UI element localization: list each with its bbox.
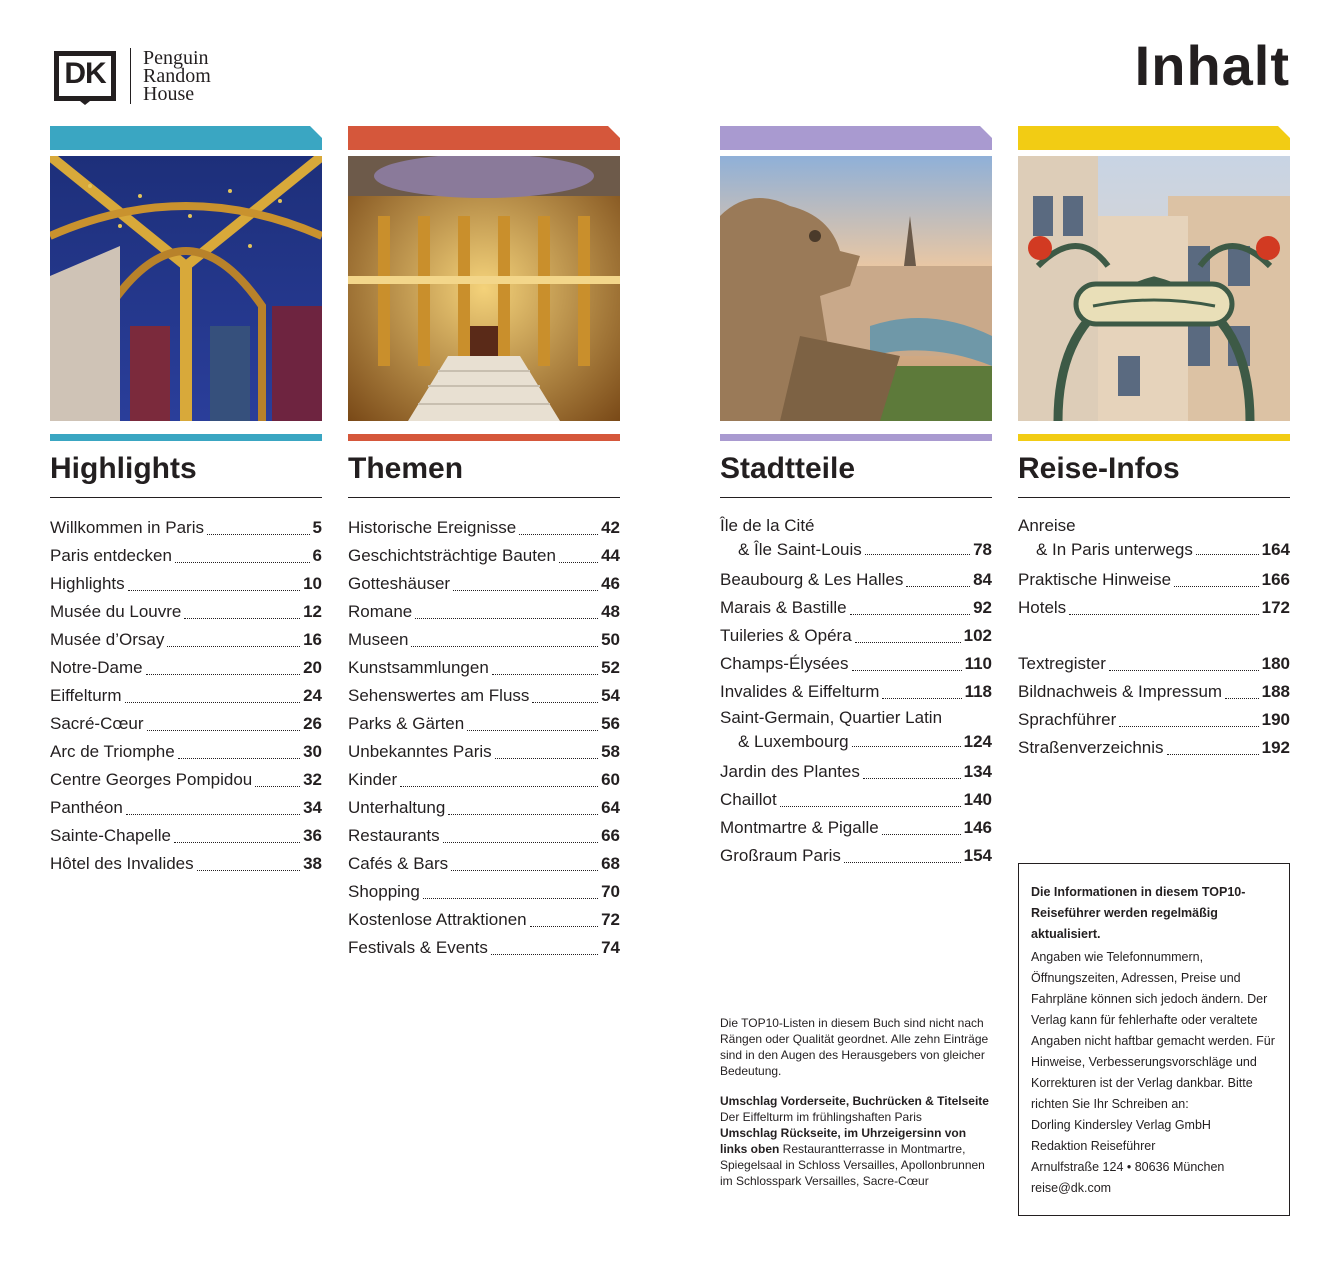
- toc-entry[interactable]: [50, 626, 322, 654]
- leader-dots: [844, 861, 961, 863]
- leader-dots: [906, 585, 970, 587]
- leader-dots: [1167, 753, 1259, 755]
- logo-divider: [130, 48, 131, 104]
- toc-label: Arc de Triomphe: [50, 742, 175, 761]
- toc-label: Anreise: [1018, 516, 1076, 535]
- toc-page: 70: [601, 882, 620, 901]
- toc-label: Musée du Louvre: [50, 602, 182, 621]
- toc-page: 72: [601, 910, 620, 929]
- toc-entry[interactable]: [50, 822, 322, 850]
- toc-label-continued: & In Paris unterwegs: [1036, 540, 1193, 559]
- toc-label: Sainte-Chapelle: [50, 826, 171, 845]
- toc-page: 52: [601, 658, 620, 677]
- toc-entry[interactable]: [348, 598, 620, 626]
- toc-entry[interactable]: [348, 738, 620, 766]
- toc-label: Museen: [348, 630, 409, 649]
- toc-page: 44: [601, 546, 620, 565]
- toc-entry[interactable]: [50, 794, 322, 822]
- toc-label: Sehenswertes am Fluss: [348, 686, 530, 705]
- update-info-box: [1018, 863, 1290, 1216]
- toc-entry[interactable]: [348, 682, 620, 710]
- top10-disclaimer: Die TOP10-Listen in diesem Buch sind nicht nach Rängen oder Qualität geordnet. Alle zehn Einträge sind in den Augen des Herausgebers von gleicher Bedeutung.: [720, 1016, 989, 1078]
- toc-label: Sprachführer: [1018, 710, 1117, 729]
- leader-dots: [451, 869, 598, 871]
- toc-label: Unbekanntes Paris: [348, 742, 492, 761]
- toc-label: Festivals & Events: [348, 938, 488, 957]
- toc-label: Unterhaltung: [348, 798, 446, 817]
- toc-page: 166: [1261, 570, 1290, 589]
- section-color-tab: [1018, 126, 1290, 150]
- opera-staircase-photo: [348, 156, 620, 421]
- toc-entry[interactable]: [348, 710, 620, 738]
- toc-page: 46: [601, 574, 620, 593]
- logo-line: Penguin: [143, 47, 209, 69]
- metropolitain-sign-photo: [1018, 156, 1290, 421]
- toc-page: 172: [1261, 598, 1290, 617]
- leader-dots: [863, 777, 961, 779]
- leader-dots: [1109, 669, 1259, 671]
- toc-page: 50: [601, 630, 620, 649]
- leader-dots: [184, 617, 300, 619]
- toc-entry[interactable]: [348, 766, 620, 794]
- leader-dots: [882, 697, 961, 699]
- toc-page: 68: [601, 854, 620, 873]
- penguin-random-house-text: [143, 49, 211, 103]
- toc-entry[interactable]: [348, 906, 620, 934]
- toc-page: 190: [1261, 710, 1290, 729]
- toc-label: Straßenverzeichnis: [1018, 738, 1164, 757]
- section-title: Reise-Infos: [1018, 452, 1180, 485]
- toc-label: Kunstsammlungen: [348, 658, 489, 677]
- leader-dots: [411, 645, 598, 647]
- toc-page: 34: [303, 798, 322, 817]
- toc-entry[interactable]: [348, 934, 620, 962]
- leader-dots: [530, 925, 598, 927]
- leader-dots: [448, 813, 598, 815]
- top10-note: [720, 1015, 990, 1189]
- toc-label: Willkommen in Paris: [50, 518, 204, 537]
- toc-label: Hotels: [1018, 598, 1067, 617]
- toc-label: Parks & Gärten: [348, 714, 465, 733]
- info-body: Angaben wie Telefonnummern, Öffnungszeiten, Adressen, Preise und Fahrpläne können sich jedoch ändern. Der Verlag kann für fehlerhafte oder veraltete Angaben nicht haftbar gemacht werden. Für Hinweise, Verbesserungsvorschläge und Korrekturen ist der Verlag dankbar. Bitte richten Sie Ihr Schreiben an:: [1031, 950, 1275, 1111]
- section-underbar: [50, 434, 322, 441]
- toc-label-continued: & Île Saint-Louis: [738, 540, 862, 559]
- toc-entry[interactable]: [50, 682, 322, 710]
- section-rule: [720, 497, 992, 498]
- page-title: Inhalt: [1134, 34, 1290, 97]
- toc-page: 188: [1261, 682, 1290, 701]
- toc-label: Shopping: [348, 882, 420, 901]
- toc-label: Kostenlose Attraktionen: [348, 910, 527, 929]
- leader-dots: [1225, 697, 1259, 699]
- cover-front-text: Der Eiffelturm im frühlingshaften Paris: [720, 1110, 922, 1124]
- toc-entry[interactable]: [720, 566, 992, 594]
- toc-page: 146: [963, 818, 992, 837]
- section-themen: [348, 126, 620, 962]
- cathedral-vault-photo: [50, 156, 322, 421]
- toc-page: 20: [303, 658, 322, 677]
- toc-entry[interactable]: [720, 650, 992, 678]
- toc-entry[interactable]: [720, 786, 992, 814]
- cover-credits: [720, 1093, 990, 1189]
- section-underbar: [720, 434, 992, 441]
- dk-logo-mark: [54, 51, 116, 101]
- leader-dots: [850, 613, 970, 615]
- toc-page: 118: [964, 682, 992, 701]
- toc-spacer: [1018, 622, 1290, 650]
- toc-page: 78: [973, 540, 992, 559]
- toc-page: 134: [963, 762, 992, 781]
- toc-page: 38: [303, 854, 322, 873]
- toc-entry[interactable]: [1018, 706, 1290, 734]
- toc-entry[interactable]: [1018, 734, 1290, 762]
- leader-dots: [207, 533, 310, 535]
- toc-entry[interactable]: [348, 626, 620, 654]
- leader-dots: [423, 897, 598, 899]
- leader-dots: [128, 589, 300, 591]
- leader-dots: [147, 729, 301, 731]
- section-rule: [348, 497, 620, 498]
- toc-page: 102: [963, 626, 992, 645]
- toc-label: Bildnachweis & Impressum: [1018, 682, 1223, 701]
- leader-dots: [443, 841, 598, 843]
- publisher-address: Arnulfstraße 124 • 80636 München: [1031, 1160, 1225, 1174]
- toc-label: Panthéon: [50, 798, 123, 817]
- toc-label: Marais & Bastille: [720, 598, 847, 617]
- section-underbar: [348, 434, 620, 441]
- toc-entry[interactable]: [348, 542, 620, 570]
- toc-label: Kinder: [348, 770, 398, 789]
- toc-entry[interactable]: [50, 710, 322, 738]
- toc-label: Invalides & Eiffelturm: [720, 682, 880, 701]
- toc-entry[interactable]: [348, 514, 620, 542]
- leader-dots: [453, 589, 598, 591]
- leader-dots: [519, 533, 598, 535]
- toc-page: 74: [601, 938, 620, 957]
- toc-label: Chaillot: [720, 790, 777, 809]
- section-rule: [1018, 497, 1290, 498]
- info-lead: Die Informationen in diesem TOP10-Reiseführer werden regelmäßig aktualisiert.: [1031, 885, 1246, 941]
- leader-dots: [882, 833, 961, 835]
- toc-label: Centre Georges Pompidou: [50, 770, 253, 789]
- leader-dots: [255, 785, 300, 787]
- leader-dots: [146, 673, 300, 675]
- leader-dots: [495, 757, 598, 759]
- toc-entry[interactable]: [50, 542, 322, 570]
- toc-entry[interactable]: [720, 622, 992, 650]
- toc-entry[interactable]: [348, 794, 620, 822]
- toc-label: Historische Ereignisse: [348, 518, 517, 537]
- leader-dots: [852, 669, 962, 671]
- toc-page: 66: [601, 826, 620, 845]
- toc-page: 6: [312, 546, 322, 565]
- cover-front-heading: Umschlag Vorderseite, Buchrücken & Titelseite: [720, 1094, 989, 1108]
- leader-dots: [126, 813, 300, 815]
- toc-page: 58: [601, 742, 620, 761]
- toc-page: 26: [303, 714, 322, 733]
- leader-dots: [175, 561, 310, 563]
- toc-label: Großraum Paris: [720, 846, 841, 865]
- leader-dots: [167, 645, 300, 647]
- leader-dots: [532, 701, 598, 703]
- toc-label: Jardin des Plantes: [720, 762, 860, 781]
- leader-dots: [852, 745, 961, 747]
- toc-page: 32: [303, 770, 322, 789]
- toc-list-stadtteile: [720, 514, 992, 870]
- toc-entry[interactable]: [348, 822, 620, 850]
- toc-entry[interactable]: [1018, 650, 1290, 678]
- toc-page: 36: [303, 826, 322, 845]
- toc-entry[interactable]: [1018, 678, 1290, 706]
- toc-entry[interactable]: [50, 514, 322, 542]
- toc-page: 5: [312, 518, 322, 537]
- toc-label: Paris entdecken: [50, 546, 172, 565]
- section-title: Highlights: [50, 452, 197, 485]
- toc-page: 124: [963, 732, 992, 751]
- toc-entry[interactable]: [50, 570, 322, 598]
- toc-label: Musée d’Orsay: [50, 630, 165, 649]
- toc-entry[interactable]: [1018, 514, 1290, 562]
- toc-entry[interactable]: [348, 654, 620, 682]
- leader-dots: [1196, 553, 1259, 555]
- section-color-tab: [50, 126, 322, 150]
- toc-label: Restaurants: [348, 826, 440, 845]
- section-color-tab: [720, 126, 992, 150]
- toc-label: Gotteshäuser: [348, 574, 451, 593]
- toc-label: Praktische Hinweise: [1018, 570, 1172, 589]
- toc-entry[interactable]: [720, 706, 992, 754]
- toc-page: 164: [1261, 540, 1290, 559]
- toc-page: 30: [303, 742, 322, 761]
- section-reise-infos: [1018, 126, 1290, 762]
- toc-label: Beaubourg & Les Halles: [720, 570, 904, 589]
- toc-label: Highlights: [50, 574, 125, 593]
- toc-entry[interactable]: [348, 570, 620, 598]
- leader-dots: [1119, 725, 1258, 727]
- section-stadtteile: [720, 126, 992, 870]
- toc-label: Tuileries & Opéra: [720, 626, 852, 645]
- toc-page: 48: [601, 602, 620, 621]
- leader-dots: [865, 553, 970, 555]
- toc-page: 16: [303, 630, 322, 649]
- section-title: Stadtteile: [720, 452, 856, 485]
- toc-page: 84: [973, 570, 992, 589]
- toc-page: 10: [303, 574, 322, 593]
- leader-dots: [467, 729, 598, 731]
- toc-page: 180: [1261, 654, 1290, 673]
- logo-line: Random: [143, 65, 211, 87]
- section-underbar: [1018, 434, 1290, 441]
- toc-label: Romane: [348, 602, 413, 621]
- toc-page: 42: [601, 518, 620, 537]
- cover-back-text: Restaurantterrasse in Montmartre, Spiegelsaal in Schloss Versailles, Apollonbrunnen im Schlosspark Versailles, Sacre-Cœur: [720, 1142, 985, 1188]
- toc-page: 110: [964, 654, 992, 673]
- toc-label-continued: & Luxembourg: [738, 732, 849, 751]
- toc-list-themen: [348, 514, 620, 962]
- toc-entry[interactable]: [1018, 566, 1290, 594]
- publisher-logo: [54, 47, 211, 105]
- toc-label: Geschichtsträchtige Bauten: [348, 546, 556, 565]
- toc-list-highlights: [50, 514, 322, 878]
- leader-dots: [780, 805, 961, 807]
- toc-label: Saint-Germain, Quartier Latin: [720, 708, 943, 727]
- leader-dots: [1174, 585, 1259, 587]
- toc-list-reise-infos: [1018, 514, 1290, 762]
- toc-page: 154: [963, 846, 992, 865]
- leader-dots: [125, 701, 301, 703]
- toc-label: Notre-Dame: [50, 658, 143, 677]
- toc-label: Hôtel des Invalides: [50, 854, 194, 873]
- toc-entry[interactable]: [50, 654, 322, 682]
- section-title: Themen: [348, 452, 464, 485]
- logo-line: House: [143, 83, 195, 105]
- toc-page: 54: [601, 686, 620, 705]
- toc-page: 12: [303, 602, 322, 621]
- toc-entry[interactable]: [50, 850, 322, 878]
- leader-dots: [491, 953, 598, 955]
- toc-label: Sacré-Cœur: [50, 714, 144, 733]
- toc-page: 140: [963, 790, 992, 809]
- toc-entry[interactable]: [720, 814, 992, 842]
- cover-back-heading: Umschlag Rückseite, im Uhrzeigersinn von links oben: [720, 1126, 967, 1156]
- toc-entry[interactable]: [1018, 594, 1290, 622]
- toc-page: 60: [601, 770, 620, 789]
- toc-label: Cafés & Bars: [348, 854, 449, 873]
- section-highlights: [50, 126, 322, 878]
- leader-dots: [492, 673, 598, 675]
- leader-dots: [855, 641, 961, 643]
- toc-entry[interactable]: [720, 758, 992, 786]
- toc-page: 24: [303, 686, 322, 705]
- toc-page: 92: [973, 598, 992, 617]
- toc-entry[interactable]: [720, 514, 992, 562]
- toc-entry[interactable]: [720, 594, 992, 622]
- toc-entry[interactable]: [720, 842, 992, 870]
- toc-label: Montmartre & Pigalle: [720, 818, 879, 837]
- leader-dots: [559, 561, 598, 563]
- toc-label: Eiffelturm: [50, 686, 122, 705]
- section-rule: [50, 497, 322, 498]
- toc-page: 64: [601, 798, 620, 817]
- toc-label: Textregister: [1018, 654, 1106, 673]
- toc-label: Champs-Élysées: [720, 654, 849, 673]
- leader-dots: [197, 869, 300, 871]
- toc-entry[interactable]: [348, 850, 620, 878]
- leader-dots: [1069, 613, 1258, 615]
- publisher-email[interactable]: reise@dk.com: [1031, 1181, 1112, 1195]
- toc-entry[interactable]: [720, 678, 992, 706]
- leader-dots: [415, 617, 598, 619]
- publisher-department: Redaktion Reiseführer: [1031, 1139, 1156, 1153]
- toc-entry[interactable]: [50, 598, 322, 626]
- dk-logo-text: DK: [64, 57, 106, 90]
- leader-dots: [178, 757, 300, 759]
- toc-entry[interactable]: [50, 766, 322, 794]
- toc-page: 56: [601, 714, 620, 733]
- toc-label: Île de la Cité: [720, 516, 815, 535]
- toc-entry[interactable]: [348, 878, 620, 906]
- gargoyle-cityview-photo: [720, 156, 992, 421]
- leader-dots: [400, 785, 598, 787]
- publisher-name: Dorling Kindersley Verlag GmbH: [1031, 1118, 1211, 1132]
- toc-page: 192: [1261, 738, 1290, 757]
- leader-dots: [174, 841, 300, 843]
- section-color-tab: [348, 126, 620, 150]
- toc-entry[interactable]: [50, 738, 322, 766]
